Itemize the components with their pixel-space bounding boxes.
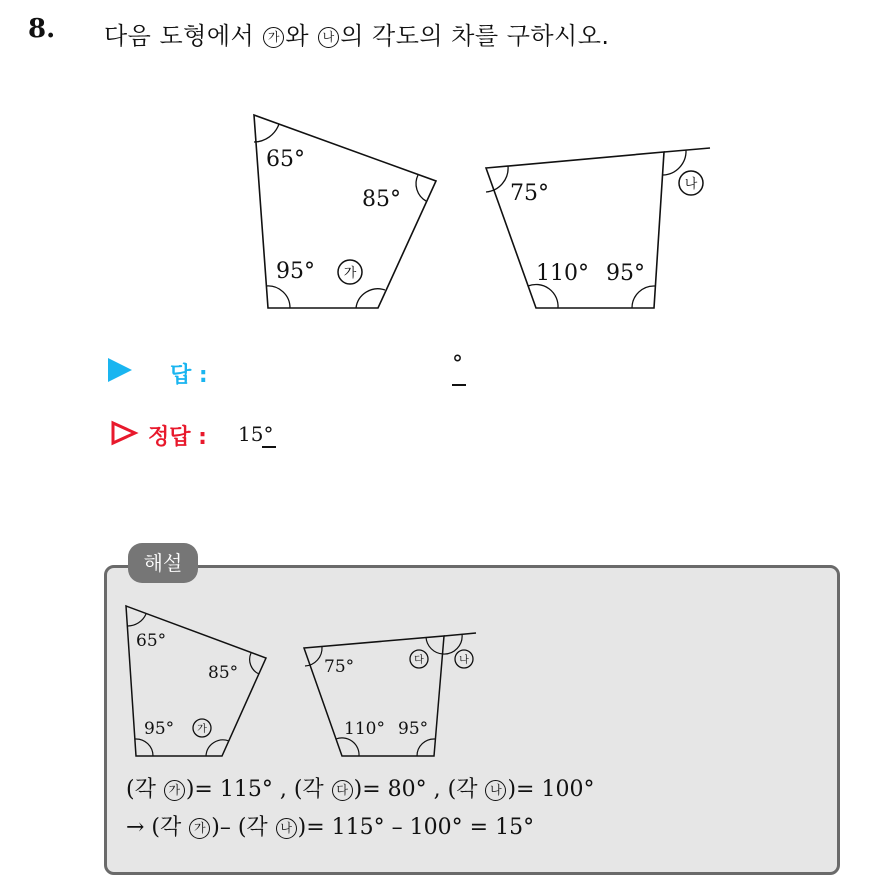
solution-tag: 해설 bbox=[128, 543, 198, 583]
question-text-part: 다음 도형에서 bbox=[104, 22, 263, 50]
sol-left-angle-bottom-left: 95° bbox=[144, 719, 175, 739]
correct-arrow-icon bbox=[110, 420, 140, 446]
left-mark: 가 bbox=[343, 266, 357, 281]
answer-underline bbox=[452, 384, 466, 386]
question-number: 8. bbox=[28, 14, 56, 44]
left-angle-top: 65° bbox=[266, 147, 305, 172]
left-angle-bottom-left: 95° bbox=[276, 259, 315, 284]
sol-right-mark-ext: 나 bbox=[459, 655, 469, 666]
answer-arrow-icon bbox=[108, 358, 132, 392]
sol-left-angle-top: 65° bbox=[136, 631, 167, 651]
mark-da-icon: 다 bbox=[332, 780, 353, 801]
left-angle-right: 85° bbox=[362, 187, 401, 212]
answer-label: 답 : bbox=[170, 363, 208, 388]
solution-left-quadrilateral bbox=[126, 606, 266, 756]
correct-value: 15° bbox=[238, 422, 274, 446]
mark-ga-icon: 가 bbox=[263, 27, 284, 48]
solution-text: )= 115° , (각 bbox=[185, 777, 331, 802]
right-angle-bottom-right: 95° bbox=[606, 261, 645, 286]
solution-text: )– (각 bbox=[211, 815, 275, 840]
question-text-part: 와 bbox=[285, 22, 318, 50]
question-text bbox=[104, 16, 610, 51]
sol-right-angle-bottom-right: 95° bbox=[398, 719, 429, 739]
sol-right-mark-int: 다 bbox=[414, 655, 424, 666]
correct-underline bbox=[262, 446, 276, 448]
right-angle-top-left: 75° bbox=[510, 181, 549, 206]
solution-line-2 bbox=[126, 810, 534, 841]
answer-input[interactable] bbox=[230, 352, 440, 386]
solution-right-quadrilateral bbox=[304, 633, 476, 756]
solution-figures bbox=[110, 596, 500, 762]
solution-text: )= 100° bbox=[507, 777, 595, 802]
right-angle-bottom-left: 110° bbox=[536, 261, 589, 286]
sol-left-mark: 가 bbox=[197, 724, 207, 735]
mark-ga-icon: 가 bbox=[164, 780, 185, 801]
solution-text: → (각 bbox=[126, 815, 189, 840]
right-quadrilateral bbox=[486, 148, 710, 308]
question-figures bbox=[240, 100, 720, 320]
sol-right-angle-bottom-left: 110° bbox=[344, 719, 385, 739]
answer-unit: ° bbox=[452, 352, 463, 377]
solution-line-1 bbox=[126, 772, 594, 803]
solution-text: )= 80° , (각 bbox=[353, 777, 485, 802]
mark-ga-icon: 가 bbox=[189, 818, 210, 839]
correct-label: 정답 : bbox=[148, 425, 207, 450]
left-quadrilateral bbox=[254, 115, 436, 308]
mark-na-icon: 나 bbox=[485, 780, 506, 801]
mark-na-icon: 나 bbox=[318, 27, 339, 48]
solution-text: )= 115° – 100° = 15° bbox=[297, 815, 535, 840]
mark-na-icon: 나 bbox=[276, 818, 297, 839]
solution-text: (각 bbox=[126, 777, 163, 802]
sol-right-angle-top-left: 75° bbox=[324, 657, 355, 677]
question-text-part: 의 각도의 차를 구하시오. bbox=[340, 22, 610, 50]
right-mark-ext: 나 bbox=[684, 177, 698, 192]
sol-left-angle-right: 85° bbox=[208, 663, 239, 683]
